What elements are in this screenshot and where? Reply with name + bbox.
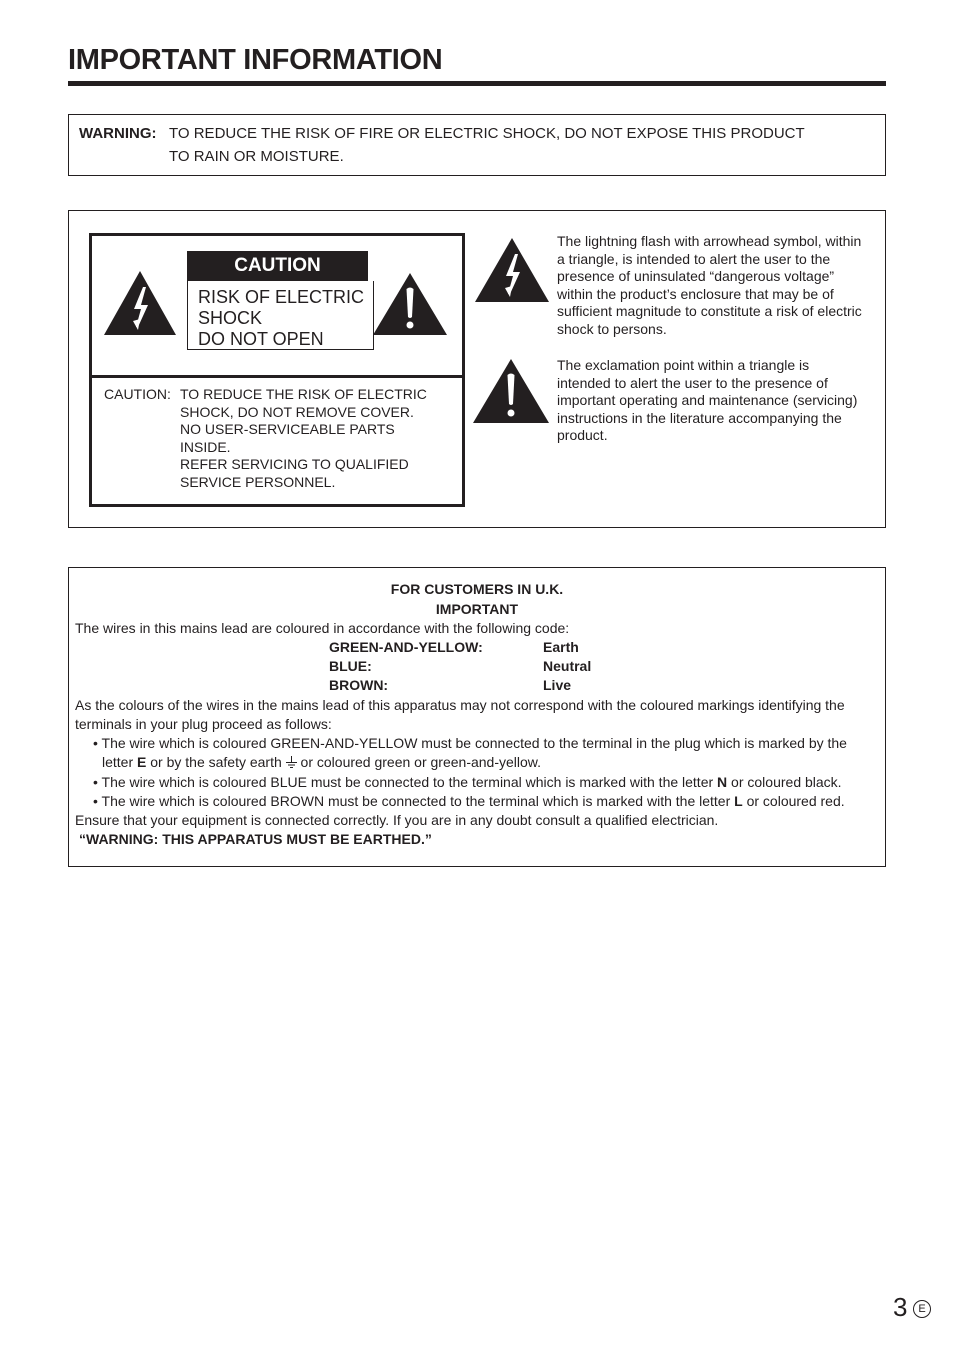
caution-detail-label: CAUTION: [104,386,171,402]
exclamation-explanation [557,357,875,445]
wire-colour-brown: BROWN: [329,677,389,693]
exclamation-symbol-icon [471,357,551,425]
bullet-text: • The wire which is coloured BLUE must be connected to the terminal which is marked with the letter [93,774,718,790]
lightning-symbol-icon [473,236,551,304]
explanation-line: instructions in the literature accompanying the [557,409,842,426]
warning-text [169,122,869,168]
caution-detail-text [180,386,450,492]
explanation-line: sufficient magnitude to constitute a risk of electric [557,303,862,320]
uk-bullet-green-yellow-cont [102,753,541,772]
caution-section [68,210,886,528]
exclamation-warning-icon [371,271,449,337]
uk-ensure-text: Ensure that your equipment is connected correctly. If you are in any doubt consult a qualified electrician. [75,812,719,828]
title-rule [68,81,886,86]
caution-label-box [89,233,465,378]
warning-line-2: TO RAIN OR MOISTURE. [169,148,344,165]
bullet-text: • The wire which is coloured BROWN must be connected to the terminal which is marked with the letter [93,793,735,809]
explanation-line: presence of uninsulated “dangerous voltage” [557,268,835,285]
earth-symbol-icon [286,756,297,769]
wire-meaning-live: Live [543,677,572,693]
bullet-text: or coloured red. [742,793,845,809]
caution-body-line-1: RISK OF ELECTRIC [198,287,365,307]
explanation-line: important operating and maintenance (servicing) [557,392,858,409]
explanation-line: intended to alert the user to the presence of [557,374,828,391]
caution-detail-line: SHOCK, DO NOT REMOVE COVER. [180,403,414,420]
uk-bullet-green-yellow: • The wire which is coloured GREEN-AND-YELLOW must be connected to the terminal in the plug which is marked by the [93,735,847,751]
letter-l: L [734,793,743,809]
uk-earthed-warning: “WARNING: THIS APPARATUS MUST BE EARTHED.” [79,831,432,847]
lightning-explanation [557,233,875,339]
uk-intro: The wires in this mains lead are coloured in accordance with the following code: [75,620,570,636]
page-number: 3 [893,1292,908,1322]
warning-box [68,114,886,176]
page-title: IMPORTANT INFORMATION [68,44,443,76]
letter-e: E [137,754,147,770]
uk-heading: FOR CUSTOMERS IN U.K. [390,581,564,597]
caution-body [187,281,374,350]
bullet-text: or coloured green or green-and-yellow. [296,754,542,770]
explanation-line: within the product’s enclosure that may be of [557,285,834,302]
explanation-line: a triangle, is intended to alert the user to the [557,250,831,267]
explanation-line: The exclamation point within a triangle is [557,357,810,373]
wire-colour-green-yellow: GREEN-AND-YELLOW: [329,639,483,655]
uk-subheading: IMPORTANT [435,601,519,617]
page-language-badge: E [913,1300,931,1318]
wire-meaning-neutral: Neutral [543,658,592,674]
caution-body-line-2: SHOCK [198,308,263,328]
explanation-line: product. [557,427,608,444]
caution-body-line-3: DO NOT OPEN [198,329,324,349]
bullet-text: or coloured black. [727,774,842,790]
wire-colour-blue: BLUE: [329,658,372,674]
caution-detail-box [89,375,465,507]
caution-detail-line: TO REDUCE THE RISK OF ELECTRIC [180,386,427,402]
bullet-text: or by the safety earth [146,754,286,770]
explanation-line: shock to persons. [557,320,667,337]
explanation-line: The lightning flash with arrowhead symbol, within [557,233,862,249]
caution-detail-line: NO USER-SERVICEABLE PARTS [180,421,395,438]
uk-bullet-brown [93,792,845,811]
uk-paragraph-line: terminals in your plug proceed as follows: [75,716,332,732]
caution-detail-line: INSIDE. [180,438,231,455]
warning-label: WARNING: [79,125,157,142]
bullet-text: letter [102,754,138,770]
caution-detail-line: REFER SERVICING TO QUALIFIED [180,456,409,473]
uk-customers-section [68,567,886,867]
lightning-warning-icon [102,269,178,337]
letter-n: N [717,774,728,790]
caution-detail-line: SERVICE PERSONNEL. [180,473,336,490]
wire-meaning-earth: Earth [543,639,579,655]
warning-line-1: TO REDUCE THE RISK OF FIRE OR ELECTRIC SHOCK, DO NOT EXPOSE THIS PRODUCT [169,125,805,142]
uk-bullet-blue [93,773,842,792]
caution-header: CAUTION [187,251,368,281]
uk-paragraph-line: As the colours of the wires in the mains lead of this apparatus may not correspond with the coloured markings identifying the [75,697,845,713]
